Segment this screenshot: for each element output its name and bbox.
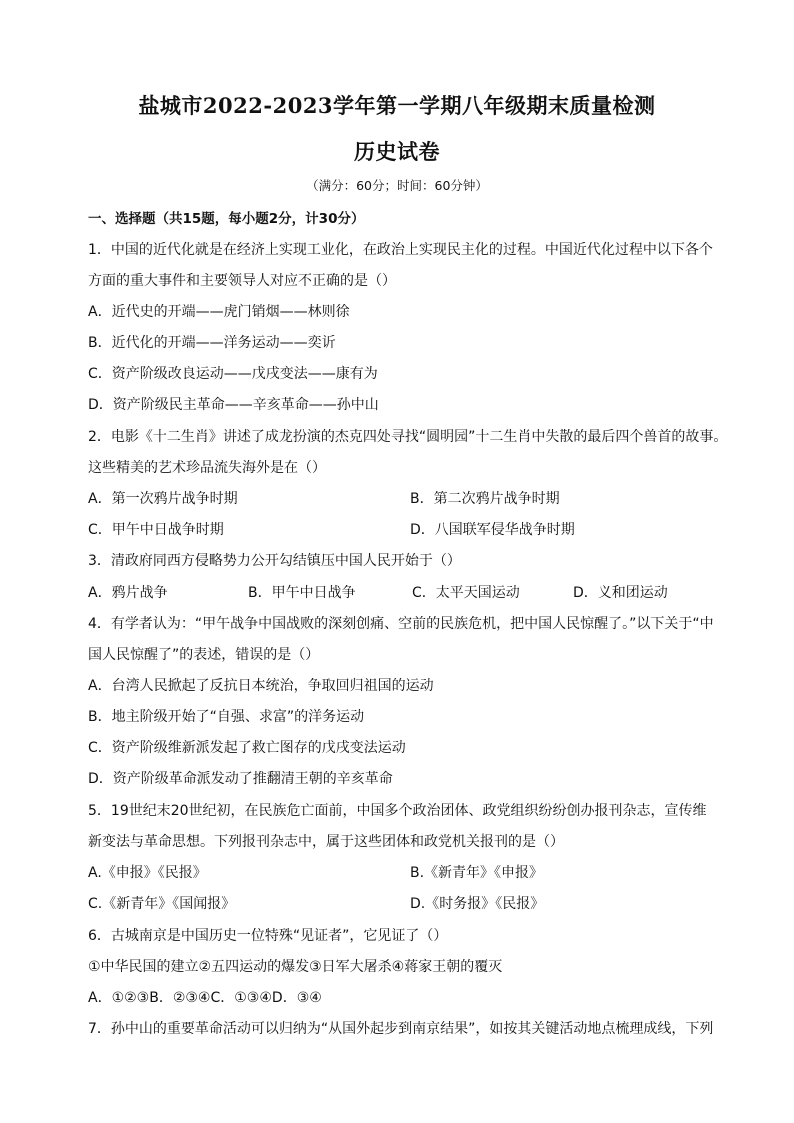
question-5-stem-line1: 5．19世纪末20世纪初，在民族危亡面前，中国多个政治团体、政党组织纷纷创办报刊杂志，宣传维 — [88, 803, 707, 819]
question-1-stem-line1: 1．中国的近代化就是在经济上实现工业化，在政治上实现民主化的过程。中国近代化过程中以下各个 — [88, 242, 713, 258]
question-4-option-a: A．台湾人民掀起了反抗日本统治，争取回归祖国的运动 — [88, 678, 434, 694]
question-3-option-a: A．鸦片战争 — [88, 585, 168, 601]
question-6-options: A．①②③B．②③④C．①③④D．③④ — [88, 990, 322, 1006]
question-7-stem-line1: 7．孙中山的重要革命活动可以归纳为“从国外起步到南京结果”，如按其关键活动地点梳理成线，下列 — [88, 1021, 714, 1037]
question-4-option-d: D．资产阶级革命派发动了推翻清王朝的辛亥革命 — [88, 771, 393, 787]
question-4-option-c: C．资产阶级维新派发起了救亡图存的戊戌变法运动 — [88, 740, 406, 756]
question-2-option-a: A．第一次鸦片战争时期 — [88, 491, 238, 507]
question-6-stem: 6．古城南京是中国历史一位特殊“见证者”，它见证了（） — [88, 928, 448, 944]
question-6-items: ①中华民国的建立②五四运动的爆发③日军大屠杀④蒋家王朝的覆灭 — [88, 959, 503, 975]
question-3-option-d: D．义和团运动 — [573, 585, 668, 601]
question-1-option-d: D．资产阶级民主革命——辛亥革命——孙中山 — [88, 397, 379, 413]
exam-meta: （满分：60分；时间：60分钟） — [306, 178, 488, 193]
question-1-option-b: B．近代化的开端——洋务运动——奕䜣 — [88, 335, 336, 351]
question-5-option-a: A.《申报》《民报》 — [88, 865, 207, 881]
section-heading: 一、选择题（共15题，每小题2分，计30分） — [88, 211, 365, 227]
question-5-option-c: C.《新青年》《国闻报》 — [88, 896, 236, 912]
question-2-option-b: B．第二次鸦片战争时期 — [410, 491, 560, 507]
question-1-option-c: C．资产阶级改良运动——戊戌变法——康有为 — [88, 366, 378, 382]
question-4-stem-line2: 国人民惊醒了”的表述，错误的是（） — [88, 647, 320, 663]
question-1-option-a: A．近代史的开端——虎门销烟——林则徐 — [88, 304, 350, 320]
exam-title: 盐城市2022-2023学年第一学期八年级期末质量检测 — [138, 93, 656, 118]
question-3-stem: 3．清政府同西方侵略势力公开勾结镇压中国人民开始于（） — [88, 553, 461, 569]
question-2-option-d: D．八国联军侵华战争时期 — [410, 522, 575, 538]
question-2-stem-line1: 2．电影《十二生肖》讲述了成龙扮演的杰克四处寻找“圆明园”十二生肖中失散的最后四个兽首的故事。 — [88, 429, 728, 445]
question-5-stem-line2: 新变法与革命思想。下列报刊杂志中，属于这些团体和政党机关报刊的是（） — [88, 834, 564, 850]
question-4-stem-line1: 4．有学者认为：“甲午战争中国战败的深刻创痛、空前的民族危机，把中国人民惊醒了。”以下关于“中 — [88, 616, 714, 632]
exam-subject-title: 历史试卷 — [354, 139, 440, 164]
question-4-option-b: B．地主阶级开始了“自强、求富”的洋务运动 — [88, 709, 365, 725]
question-5-option-d: D.《时务报》《民报》 — [410, 896, 545, 912]
question-2-option-c: C．甲午中日战争时期 — [88, 522, 224, 538]
question-1-stem-line2: 方面的重大事件和主要领导人对应不正确的是（） — [88, 273, 396, 289]
question-5-option-b: B.《新青年》《申报》 — [410, 865, 544, 881]
question-3-option-c: C．太平天国运动 — [412, 585, 520, 601]
question-2-stem-line2: 这些精美的艺术珍品流失海外是在（） — [88, 460, 326, 476]
question-3-option-b: B．甲午中日战争 — [248, 585, 356, 601]
